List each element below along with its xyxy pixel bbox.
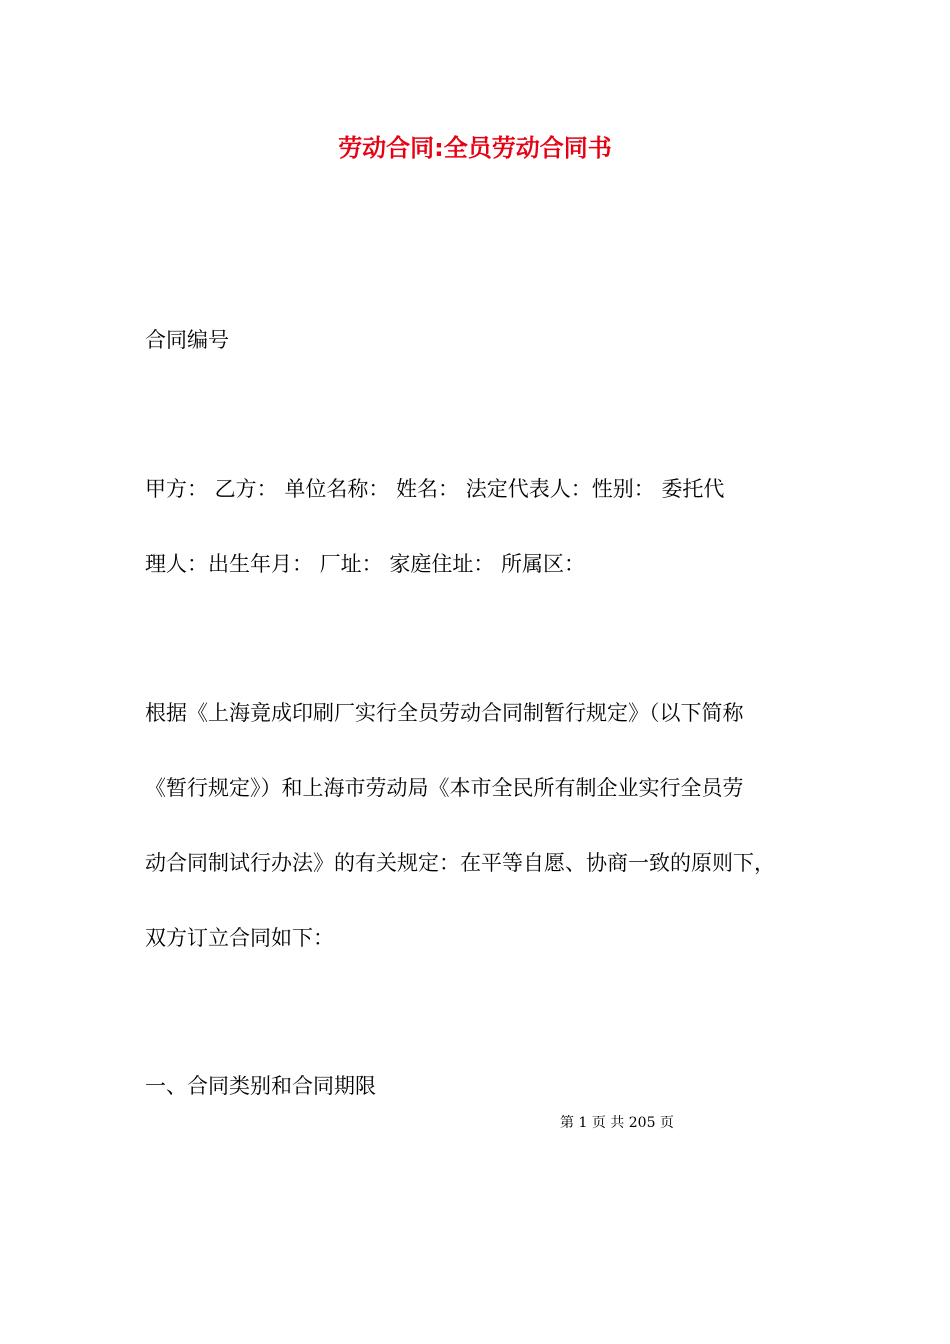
- preamble-line-4: 双方订立合同如下：: [145, 926, 334, 950]
- parties-line-1: 甲方： 乙方： 单位名称： 姓名： 法定代表人：性别： 委托代: [145, 477, 725, 501]
- preamble-line-2: 《暂行规定》）和上海市劳动局《本市全民所有制企业实行全员劳: [145, 776, 744, 800]
- preamble-line-1: 根据《上海竟成印刷厂实行全员劳动合同制暂行规定》（以下简称: [145, 701, 744, 725]
- parties-line-2: 理人：出生年月： 厂址： 家庭住址： 所属区：: [145, 552, 586, 576]
- preamble-line-3: 动合同制试行办法》的有关规定：在平等自愿、协商一致的原则下，: [145, 851, 775, 875]
- page-indicator: 第 1 页 共 205 页: [560, 1115, 674, 1131]
- document-title: 劳动合同:全员劳动合同书: [338, 134, 612, 162]
- section-heading: 一、合同类别和合同期限: [145, 1074, 376, 1098]
- contract-number-label: 合同编号: [145, 328, 229, 352]
